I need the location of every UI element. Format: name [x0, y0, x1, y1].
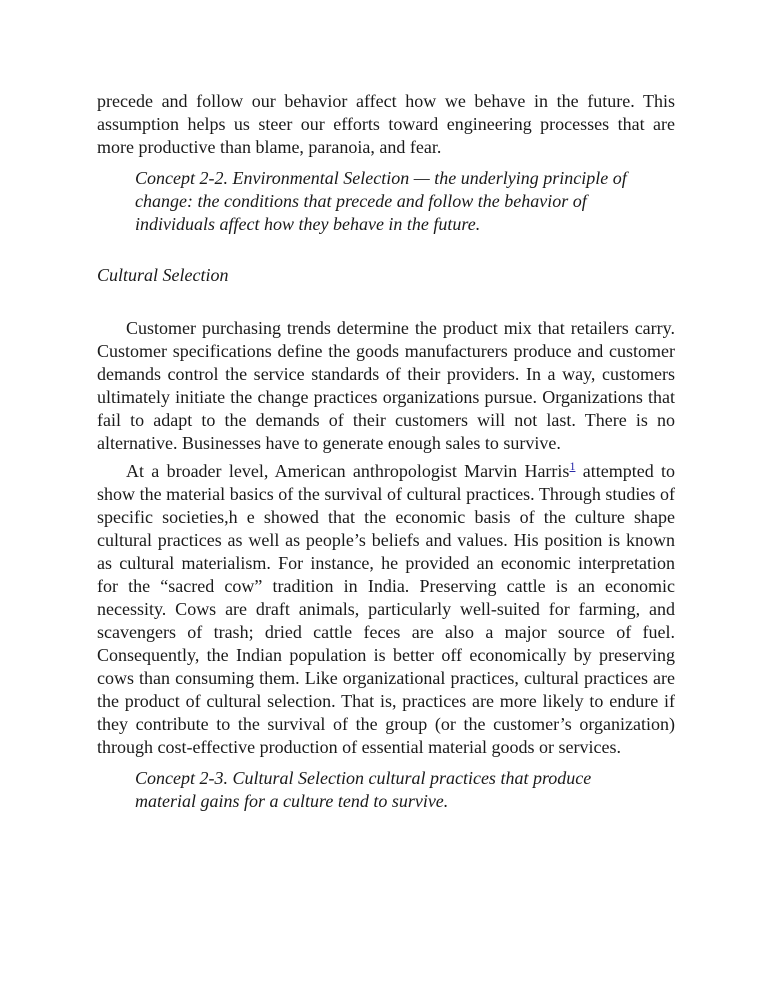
body-paragraph-marvin-harris — [97, 460, 675, 759]
section-heading: Cultural Selection — [97, 265, 229, 285]
footnote-link[interactable]: 1 — [569, 459, 576, 473]
continuation-paragraph: precede and follow our behavior affect how we behave in the future. This assumption helps us steer our efforts toward engineering processes that are more productive than blame, paranoia, and fear. — [97, 91, 675, 157]
concept-2-2-callout: Concept 2-2. Environmental Selection — the underlying principle of change: the conditions that precede and follow the behavior of individuals affect how they behave in the future. — [135, 168, 627, 234]
paragraph-text-start: At a broader level, American anthropologist Marvin Harris — [126, 461, 570, 481]
paragraph-text-end: attempted to show the material basics of the survival of cultural practices. Through studies of specific societies,h e showed that the economic basis of the culture shape cultural practices as well as people’s beliefs and values. His position is known as cultural materialism. For instance, he provided an economic interpretation for the “sacred cow” tradition in India. Preserving cattle is an economic necessity. Cows are draft animals, particularly well-suited for farming, and scavengers of trash; dried cattle feces are also a major source of fuel. Consequently, the Indian population is better off economically by preserving cows than consuming them. Like organizational practices, cultural practices are the product of cultural selection. That is, practices are more likely to endure if they contribute to the survival of the group (or the customer’s organization) through cost-effective production of essential material goods or services. — [97, 461, 675, 757]
body-paragraph-customer-trends: Customer purchasing trends determine the product mix that retailers carry. Customer specifications define the goods manufacturers produce and customer demands control the service standards of their providers. In a way, customers ultimately initiate the change practices organizations pursue. Organizations that fail to adapt to the demands of their customers will not last. There is no alternative. Businesses have to generate enough sales to survive. — [97, 318, 675, 453]
document-page — [97, 90, 675, 813]
concept-2-3-callout: Concept 2-3. Cultural Selection cultural practices that produce material gains for a culture tend to survive. — [135, 768, 592, 811]
